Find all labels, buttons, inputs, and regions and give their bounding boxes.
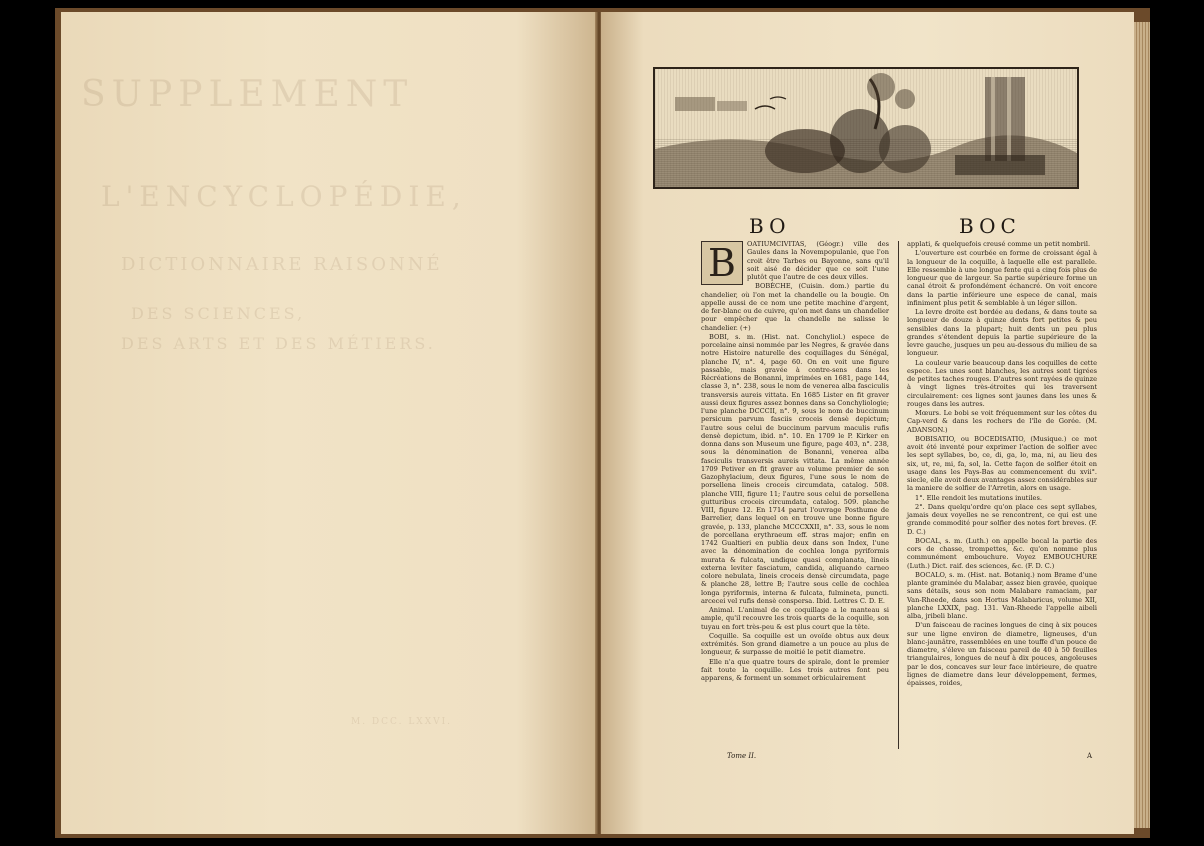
ghost-line-1: DICTIONNAIRE RAISONNÉ (121, 254, 443, 275)
paragraph: La levre droite est bordée au dedans, & dans toute sa longueur de douze à quinze dents fort petites & peu sensibles dans la plupart; huit dents un peu plus grandes s'étendent depuis la partie supérieure de la levre gauche, jusques un peu au-dessous du milieu de sa longueur. (907, 308, 1097, 358)
ghost-line-2: DES SCIENCES, (131, 304, 306, 323)
text-column-left (701, 240, 889, 683)
paragraph: BOBÈCHE, (Cuisin. dom.) partie du chandelier, où l'on met la chandelle ou la bougie. On appelle aussi de ce nom une petite machine d'argent, de fer-blanc ou de cuivre, qu'on met dans un chandelier pour empêcher que la chandelle ne salisse le chandelier. (+) (701, 282, 889, 332)
ghost-line-3: DES ARTS ET DES MÉTIERS. (121, 334, 436, 353)
text-column-right (907, 240, 1097, 688)
engraving-scene-icon (655, 69, 1077, 187)
paragraph: 1°. Elle rendoit les mutations inutiles. (915, 493, 1042, 502)
volume-signature: Tome II. (727, 752, 757, 760)
book-scan (55, 8, 1150, 838)
paragraph: BOCALO, s. m. (Hist. nat. Botaniq.) nom Brame d'une plante graminée du Malabar, assez bien gravée, quoique sans détails, sous son nom Malabare ramaciam, par Van-Rheede, dans son Hortus Malabaricus, volume XII, planche LXXIX, pag. 131. Van-Rheede l'appelle aibeli alba, jribeli blanc. (907, 570, 1097, 620)
paragraph: La couleur varie beaucoup dans les coquilles de cette espece. Les unes sont blanches, les autres sont tigrées de petites taches rouges. D'autres sont rayées de quinze à vingt lignes très-étroites qui les traversent circulairement: ces lignes sont jaunes dans les unes & rouges dans les autres. (907, 358, 1097, 408)
paragraph: D'un faisceau de racines longues de cinq à six pouces sur une ligne environ de diametre, ligneuses, d'un blanc-jaunâtre, rassemblées en une touffe d'un pouce de diametre, s'éleve un faisceau pareil de 40 à 50 feuilles triangulaires, longues de neuf à dix pouces, angoleuses par le dos, concaves sur leur face intérieure, de quatre lignes de diametre dans leur développement, fermes, épaisses, roides, (907, 621, 1097, 687)
paragraph: BOBI, s. m. (Hist. nat. Conchyliol.) espece de porcelaine ainsi nommée par les Negres, & gravée dans notre Histoire naturelle des coquillages du Sénégal, planche IV, n°. 4, page 60. On en voit une figure passable, mais gravée à contre-sens dans les Récréations de Bonanni, imprimées en 1681, page 144, classe 3, n°. 238, sous le nom de venerea alba fasciculis transversis aureis vittata. En 1685 Lister en fit graver aussi deux figures assez bonnes dans sa Conchyliologie; l'une planche DCCCII, n°. 9, sous le nom de buccinum persicum parvum fasciis croceis densè depictum; l'autre sous celui de buccinum parvum maculis rufis densè depictum, ibid. n°. 10. En 1709 le P. Kirker en donna dans son Museum une figure, page 403, n°. 238, sous la dénomination de Bonanni, venerea alba fasciculis transversis aureis vittata. La même année 1709 Petiver en fit graver au volume premier de son Gazophylacium, deux figures, l'une sous le nom de porsellena lineis croceis circumdata, catalog. 508. planche VIII, figure 11; l'autre sous celui de porsellena gutturibus croceis circumdata, catalog. 509. planche VIII, figure 12. En 1714 parut l'ouvrage Posthume de Barrelier, dans lequel on en trouve une bonne figure gravée, p. 133, planche MCCCXXII, n°. 33, sous le nom de porcellana erythraeum eff. stras major; enfin en 1742 Gualtieri en publia deux dans son Index, l'une avec la dénomination de cochlea longa pyriformis murata & fulcata, undique quasi complanata, lineis externa leviter fasciatum, candida, aliquando carneo colore nebulata, lineis croceis densè circumdata, page & planche 28, lettre B; l'autre sous celle de cochlea longa pyriformis, interna & fulcata, fulmineta, puncti. arcecei vel rufis densè conspersa. Ibid. Lettres C. D. E. (701, 332, 889, 605)
drop-cap: B (701, 241, 743, 285)
page-edges (1134, 22, 1150, 828)
engraving-illustration (653, 67, 1079, 189)
left-page (61, 12, 597, 834)
paragraph: BOBISATIO, ou BOCEDISATIO, (Musique.) ce mot avoit été inventé pour exprimer l'action de solfier avec les sept syllabes, bo, ce, di, ga, lo, ma, ni, au lieu des six, ut, re, mi, fa, sol, la. Cette façon de solfier étoit en usage dans les Pays-Bas au commencement du xvii°. siecle, elle avoit deux avantages assez considérables sur la maniere de solfier de l'Arretin, alors en usage. (907, 434, 1097, 493)
paragraph: Elle n'a que quatre tours de spirale, dont le premier fait toute la coquille. Les trois autres font peu apparens, & forment un sommet orbiculairement (701, 657, 889, 682)
running-head-left: BO (749, 214, 791, 238)
ghost-subtitle: L'ENCYCLOPÉDIE, (101, 180, 467, 213)
column-divider (898, 241, 899, 749)
ghost-footer: M. DCC. LXXVI. (351, 717, 453, 727)
paragraph: 2°. Dans quelqu'ordre qu'on place ces sept syllabes, jamais deux voyelles ne se rencontrent, ce qui est une grande commodité pour solfier des notes fort breves. (F. D. C.) (907, 502, 1097, 536)
paragraph: Animal. L'animal de ce coquillage a le manteau si ample, qu'il recouvre les trois quarts de la coquille, son tuyau en fort très-peu & est plus court que la tête. (701, 606, 889, 631)
paragraph: Coquille. Sa coquille est un ovoïde obtus aux deux extrémités. Son grand diametre a un pouce au plus de longueur, & surpasse de moitié le petit diametre. (701, 631, 889, 657)
right-page (601, 12, 1134, 834)
paragraph: applati, & quelquefois creusé comme un petit nombril. (907, 240, 1091, 248)
paragraph: Mœurs. Le bobi se voit fréquemment sur les côtes du Cap-verd & dans les rochers de l'île de Gorée. (M. ADANSON.) (907, 409, 1097, 434)
paragraph: L'ouverture est courbée en forme de croissant égal à la longueur de la coquille, à laquelle elle est parallele. Elle ressemble à une longue fente qui a cinq fois plus de longueur que de largeur. Sa partie supérieure forme un canal étroit & profondément échancré. On voit encore dans la partie inférieure une espece de canal, mais infiniment plus petit & semblable à un léger sillon. (907, 249, 1097, 307)
running-head-right: BOC (959, 214, 1021, 238)
gathering-signature: A (1087, 752, 1093, 760)
paragraph: OATIUMCIVITAS, (Géogr.) ville des Gaules dans la Novempopulanie, que l'on croit être Tarbes ou Bayonne, sans qu'il soit aisé de décider que ce soit l'une plutôt que l'autre de ces deux villes. (747, 240, 889, 281)
ghost-title: SUPPLEMENT (81, 74, 414, 115)
paragraph: BOCAL, s. m. (Luth.) on appelle bocal la partie des cors de chasse, trompettes, &c. qu'on nomme plus communément embouchure. Voyez EMBOUCHURE (Luth.) Dict. raif. des sciences, &c. (F. D. C.) (907, 536, 1097, 570)
